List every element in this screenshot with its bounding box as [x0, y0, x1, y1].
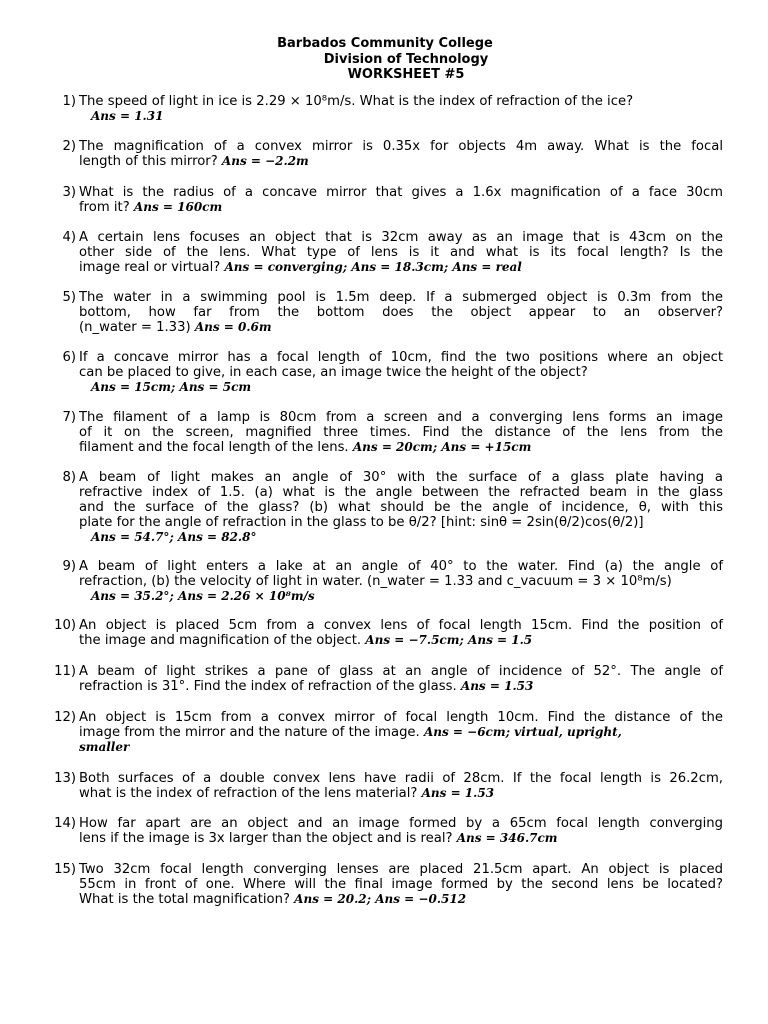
- worksheet-header: [0, 36, 768, 83]
- division-name: Division of Technology: [323, 51, 489, 67]
- question-line: The speed of light in ice is 2.29 × 10⁸m/s. What is the index of refraction of the ice?: [79, 94, 634, 109]
- answer-text: Ans = −2.2m: [221, 154, 309, 168]
- question-text: [79, 94, 723, 124]
- answer-text: Ans = 160cm: [133, 200, 223, 214]
- question-number: 12): [54, 710, 76, 725]
- question-line: A certain lens focuses an object that is 32cm away as an image that is 43cm on the: [79, 230, 723, 245]
- question-line: of it on the screen, magnified three times. Find the distance of the lens from the: [79, 425, 723, 440]
- question-text: [79, 350, 723, 395]
- answer-text: Ans = 20cm; Ans = +15cm: [352, 440, 532, 454]
- question-line: refraction is 31°. Find the index of refraction of the glass. Ans = 1.53: [79, 679, 534, 694]
- question-text: [79, 290, 723, 335]
- answer-continuation: smaller: [79, 740, 130, 754]
- question-line: what is the index of refraction of the lens material? Ans = 1.53: [79, 786, 495, 801]
- question-number: 1): [62, 94, 76, 109]
- question-number: 2): [62, 139, 76, 154]
- college-name: Barbados Community College: [277, 36, 493, 51]
- answer-text: Ans = converging; Ans = 18.3cm; Ans = real: [224, 260, 522, 274]
- question-number: 10): [54, 618, 76, 633]
- question-line: refractive index of 1.5. (a) what is the angle between the refracted beam in the glass: [79, 485, 723, 500]
- answer-text: Ans = −6cm; virtual, upright,: [423, 725, 622, 739]
- question-number: 5): [62, 290, 76, 305]
- question-number: 14): [54, 816, 76, 831]
- question-line: An object is 15cm from a convex mirror of focal length 10cm. Find the distance of the: [79, 710, 723, 725]
- question-line: What is the radius of a concave mirror that gives a 1.6x magnification of a face 30cm: [79, 185, 723, 200]
- question-line: How far apart are an object and an image formed by a 65cm focal length converging: [79, 816, 723, 831]
- question-number: 3): [62, 185, 76, 200]
- question-number: 11): [54, 664, 76, 679]
- question-line: (n_water = 1.33) Ans = 0.6m: [79, 320, 272, 335]
- question-line: other side of the lens. What type of lens is it and what is its focal length? Is the: [79, 245, 723, 260]
- question-line: image from the mirror and the nature of the image. Ans = −6cm; virtual, upright,: [79, 725, 622, 740]
- question-line: Both surfaces of a double convex lens have radii of 28cm. If the focal length is 26.2cm,: [79, 771, 723, 786]
- answer-text: Ans = 54.7°; Ans = 82.8°: [91, 530, 257, 544]
- question-line: plate for the angle of refraction in the glass to be θ/2? [hint: sinθ = 2sin(θ/2)cos(θ/2)]: [79, 515, 644, 530]
- question-line: What is the total magnification? Ans = 20.2; Ans = −0.512: [79, 892, 467, 907]
- question-line: length of this mirror? Ans = −2.2m: [79, 154, 309, 169]
- question-number: 8): [62, 470, 76, 485]
- question-text: [79, 230, 723, 275]
- question-line: An object is placed 5cm from a convex lens of focal length 15cm. Find the position of: [79, 618, 723, 633]
- question-line: lens if the image is 3x larger than the object and is real? Ans = 346.7cm: [79, 831, 558, 846]
- question-text: [79, 139, 723, 169]
- question-line: Two 32cm focal length converging lenses are placed 21.5cm apart. An object is placed: [79, 862, 723, 877]
- answer-text: Ans = 20.2; Ans = −0.512: [294, 892, 467, 906]
- answer-text: Ans = 1.53: [421, 786, 495, 800]
- question-number: 15): [54, 862, 76, 877]
- question-text: [79, 664, 723, 694]
- question-line: If a concave mirror has a focal length of 10cm, find the two positions where an object: [79, 350, 723, 365]
- question-line: can be placed to give, in each case, an image twice the height of the object?: [79, 365, 588, 380]
- question-text: [79, 771, 723, 801]
- question-text: [79, 816, 723, 846]
- question-line: refraction, (b) the velocity of light in water. (n_water = 1.33 and c_vacuum = 3 × 10⁸m/s): [79, 574, 672, 589]
- answer-text: Ans = 346.7cm: [456, 831, 558, 845]
- question-text: [79, 185, 723, 215]
- question-text: [79, 410, 723, 455]
- question-text: [79, 862, 723, 907]
- question-line: image real or virtual? Ans = converging; Ans = 18.3cm; Ans = real: [79, 260, 522, 275]
- answer-text: Ans = 35.2°; Ans = 2.26 × 10⁸m/s: [91, 589, 315, 603]
- question-number: 9): [62, 559, 76, 574]
- answer-text: Ans = 15cm; Ans = 5cm: [91, 380, 252, 394]
- question-line: the image and magnification of the object. Ans = −7.5cm; Ans = 1.5: [79, 633, 533, 648]
- question-line: filament and the focal length of the lens. Ans = 20cm; Ans = +15cm: [79, 440, 532, 455]
- question-number: 7): [62, 410, 76, 425]
- answer-text: Ans = −7.5cm; Ans = 1.5: [365, 633, 533, 647]
- question-line: bottom, how far from the bottom does the object appear to an observer?: [79, 305, 723, 320]
- worksheet-title: WORKSHEET #5: [347, 67, 465, 82]
- question-line: 55cm in front of one. Where will the final image formed by the second lens be located?: [79, 877, 723, 892]
- answer-text: Ans = 1.31: [91, 109, 164, 123]
- question-line: and the surface of the glass? (b) what should be the angle of incidence, θ, with this: [79, 500, 723, 515]
- question-number: 6): [62, 350, 76, 365]
- answer-text: Ans = 0.6m: [194, 320, 272, 334]
- question-text: [79, 559, 723, 604]
- question-line: The water in a swimming pool is 1.5m deep. If a submerged object is 0.3m from the: [79, 290, 723, 305]
- question-line: A beam of light makes an angle of 30° with the surface of a glass plate having a: [79, 470, 723, 485]
- question-number: 4): [62, 230, 76, 245]
- question-number: 13): [54, 771, 76, 786]
- question-line: The filament of a lamp is 80cm from a screen and a converging lens forms an image: [79, 410, 723, 425]
- question-text: [79, 618, 723, 648]
- question-line: from it? Ans = 160cm: [79, 200, 223, 215]
- answer-text: Ans = 1.53: [460, 679, 534, 693]
- question-line: A beam of light enters a lake at an angle of 40° to the water. Find (a) the angle of: [79, 559, 723, 574]
- question-line: A beam of light strikes a pane of glass at an angle of incidence of 52°. The angle of: [79, 664, 723, 679]
- question-text: [79, 470, 723, 545]
- question-line: The magnification of a convex mirror is 0.35x for objects 4m away. What is the focal: [79, 139, 723, 154]
- question-text: [79, 710, 723, 755]
